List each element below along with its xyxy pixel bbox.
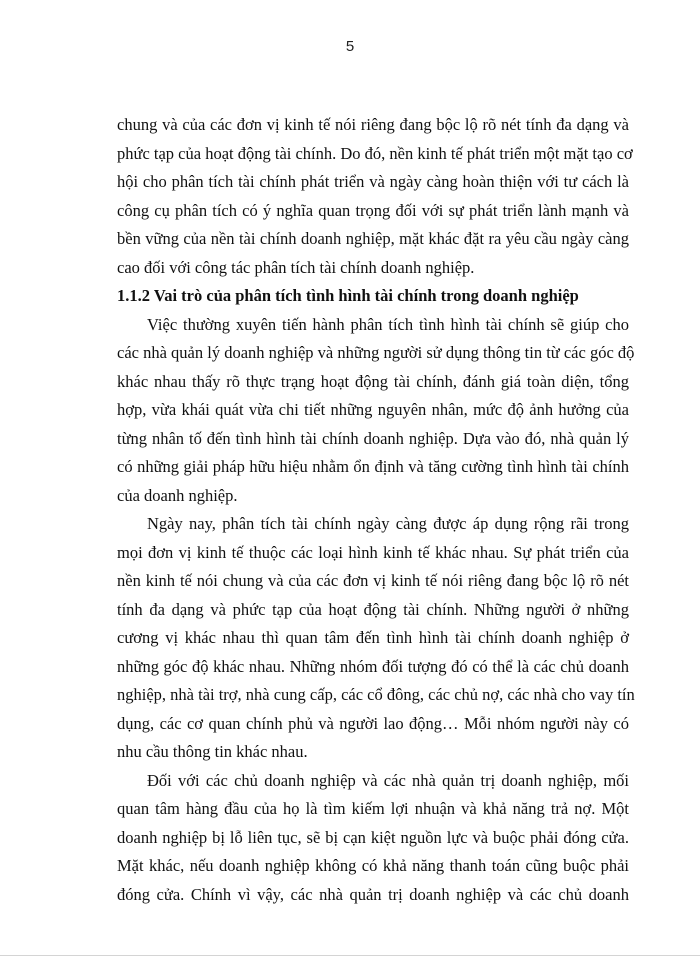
text-line: đóng cửa. Chính vì vậy, các nhà quản trị doanh nghiệp và các chủ doanh (117, 884, 629, 904)
text-line: Ngày nay, phân tích tài chính ngày càng được áp dụng rộng rãi trong (147, 514, 629, 533)
text-line: khác nhau thấy rõ thực trạng hoạt động tài chính, đánh giá toàn diện, tổng (117, 371, 629, 391)
text-line: phức tạp của hoạt động tài chính. Do đó, nền kinh tế phát triển một mặt tạo cơ (117, 143, 633, 163)
text-line: mọi đơn vị kinh tế thuộc các loại hình kinh tế khác nhau. Sự phát triển của (117, 542, 629, 562)
page-bottom-border (0, 955, 700, 956)
paragraph (117, 767, 629, 910)
text-line: chung và của các đơn vị kinh tế nói riêng đang bộc lộ rõ nét tính đa dạng và (117, 115, 629, 134)
text-line: tính đa dạng và phức tạp của hoạt động tài chính. Những người ở những (117, 599, 629, 619)
text-line: Việc thường xuyên tiến hành phân tích tình hình tài chính sẽ giúp cho (147, 314, 629, 334)
text-line: nhu cầu thông tin khác nhau. (117, 742, 308, 761)
text-line: các nhà quản lý doanh nghiệp và những người sử dụng thông tin từ các góc độ (117, 343, 635, 362)
document-body (117, 111, 635, 909)
text-line: hợp, vừa khái quát vừa chi tiết những nguyên nhân, mức độ ảnh hưởng của (117, 400, 629, 419)
text-line: công cụ phân tích có ý nghĩa quan trọng đối với sự phát triển lành mạnh và (117, 200, 629, 220)
text-line: hội cho phân tích tài chính phát triển và ngày càng hoàn thiện với tư cách là (117, 172, 629, 191)
text-line: từng nhân tố đến tình hình tài chính doanh nghiệp. Dựa vào đó, nhà quản lý (117, 428, 629, 448)
text-line: doanh nghiệp bị lỗ liên tục, sẽ bị cạn kiệt nguồn lực và buộc phải đóng cửa. (117, 827, 629, 847)
text-line: cương vị khác nhau thì quan tâm đến tình hình tài chính doanh nghiệp ở (117, 628, 629, 647)
text-line: những góc độ khác nhau. Những nhóm đối tượng đó có thể là các chủ doanh (117, 656, 629, 676)
text-line: nền kinh tế nói chung và của các đơn vị kinh tế nói riêng đang bộc lộ rõ nét (117, 571, 629, 590)
paragraph (117, 111, 633, 282)
text-line: cao đối với công tác phân tích tài chính doanh nghiệp. (117, 257, 475, 277)
text-line: của doanh nghiệp. (117, 485, 238, 505)
section-heading: 1.1.2 Vai trò của phân tích tình hình tài chính trong doanh nghiệp (117, 286, 579, 305)
text-line: dụng, các cơ quan chính phủ và người lao động… Mỗi nhóm người này có (117, 713, 629, 733)
text-line: có những giải pháp hữu hiệu nhằm ổn định và tăng cường tình hình tài chính (117, 457, 629, 476)
text-line: Mặt khác, nếu doanh nghiệp không có khả năng thanh toán cũng buộc phải (117, 856, 629, 875)
paragraph (117, 510, 635, 767)
paragraph (117, 311, 635, 511)
page-number: 5 (345, 38, 355, 55)
text-line: quan tâm hàng đầu của họ là tìm kiếm lợi nhuận và khả năng trả nợ. Một (117, 799, 629, 818)
text-line: Đối với các chủ doanh nghiệp và các nhà quản trị doanh nghiệp, mối (147, 770, 629, 790)
text-line: bền vững của nền tài chính doanh nghiệp, mặt khác đặt ra yêu cầu ngày càng (117, 229, 629, 248)
text-line: nghiệp, nhà tài trợ, nhà cung cấp, các cổ đông, các chủ nợ, các nhà cho vay tín (117, 685, 635, 704)
